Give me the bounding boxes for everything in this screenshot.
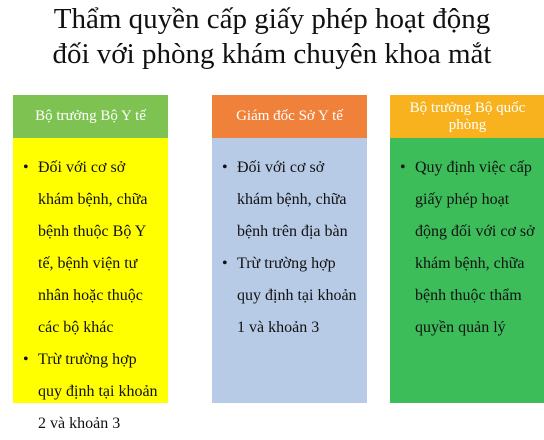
column-body [390,138,544,403]
title-line-1: Thẩm quyền cấp giấy phép hoạt động [53,3,491,35]
column-minister-of-defense [390,95,544,403]
title-line-2: đối với phòng khám chuyên khoa mắt [52,38,492,70]
list-item: • Trừ trường hợp quy định tại khoản 1 và khoản 3 [222,248,359,344]
list-item: • Trừ trường hợp quy định tại khoản 2 và khoản 3 [23,344,160,440]
column-header: Bộ trưởng Bộ quốc phòng [390,95,544,138]
bullet-list [400,152,537,344]
column-director-of-health-department [212,95,367,403]
column-body [13,138,168,432]
page-title [0,2,544,72]
bullet-list [23,152,160,440]
list-item: • Đối với cơ sở khám bệnh, chữa bệnh trên địa bàn [222,152,359,248]
column-minister-of-health [13,95,168,432]
list-item: • Quy định việc cấp giấy phép hoạt động đối với cơ sở khám bệnh, chữa bệnh thuộc thẩm quyền quản lý [400,152,537,344]
column-header: Giám đốc Sở Y tế [212,95,367,138]
column-header: Bộ trưởng Bộ Y tế [13,95,168,138]
list-item: • Đối với cơ sở khám bệnh, chữa bệnh thuộc Bộ Y tế, bệnh viện tư nhân hoặc thuộc các bộ khác [23,152,160,344]
column-body [212,138,367,403]
bullet-list [222,152,359,344]
